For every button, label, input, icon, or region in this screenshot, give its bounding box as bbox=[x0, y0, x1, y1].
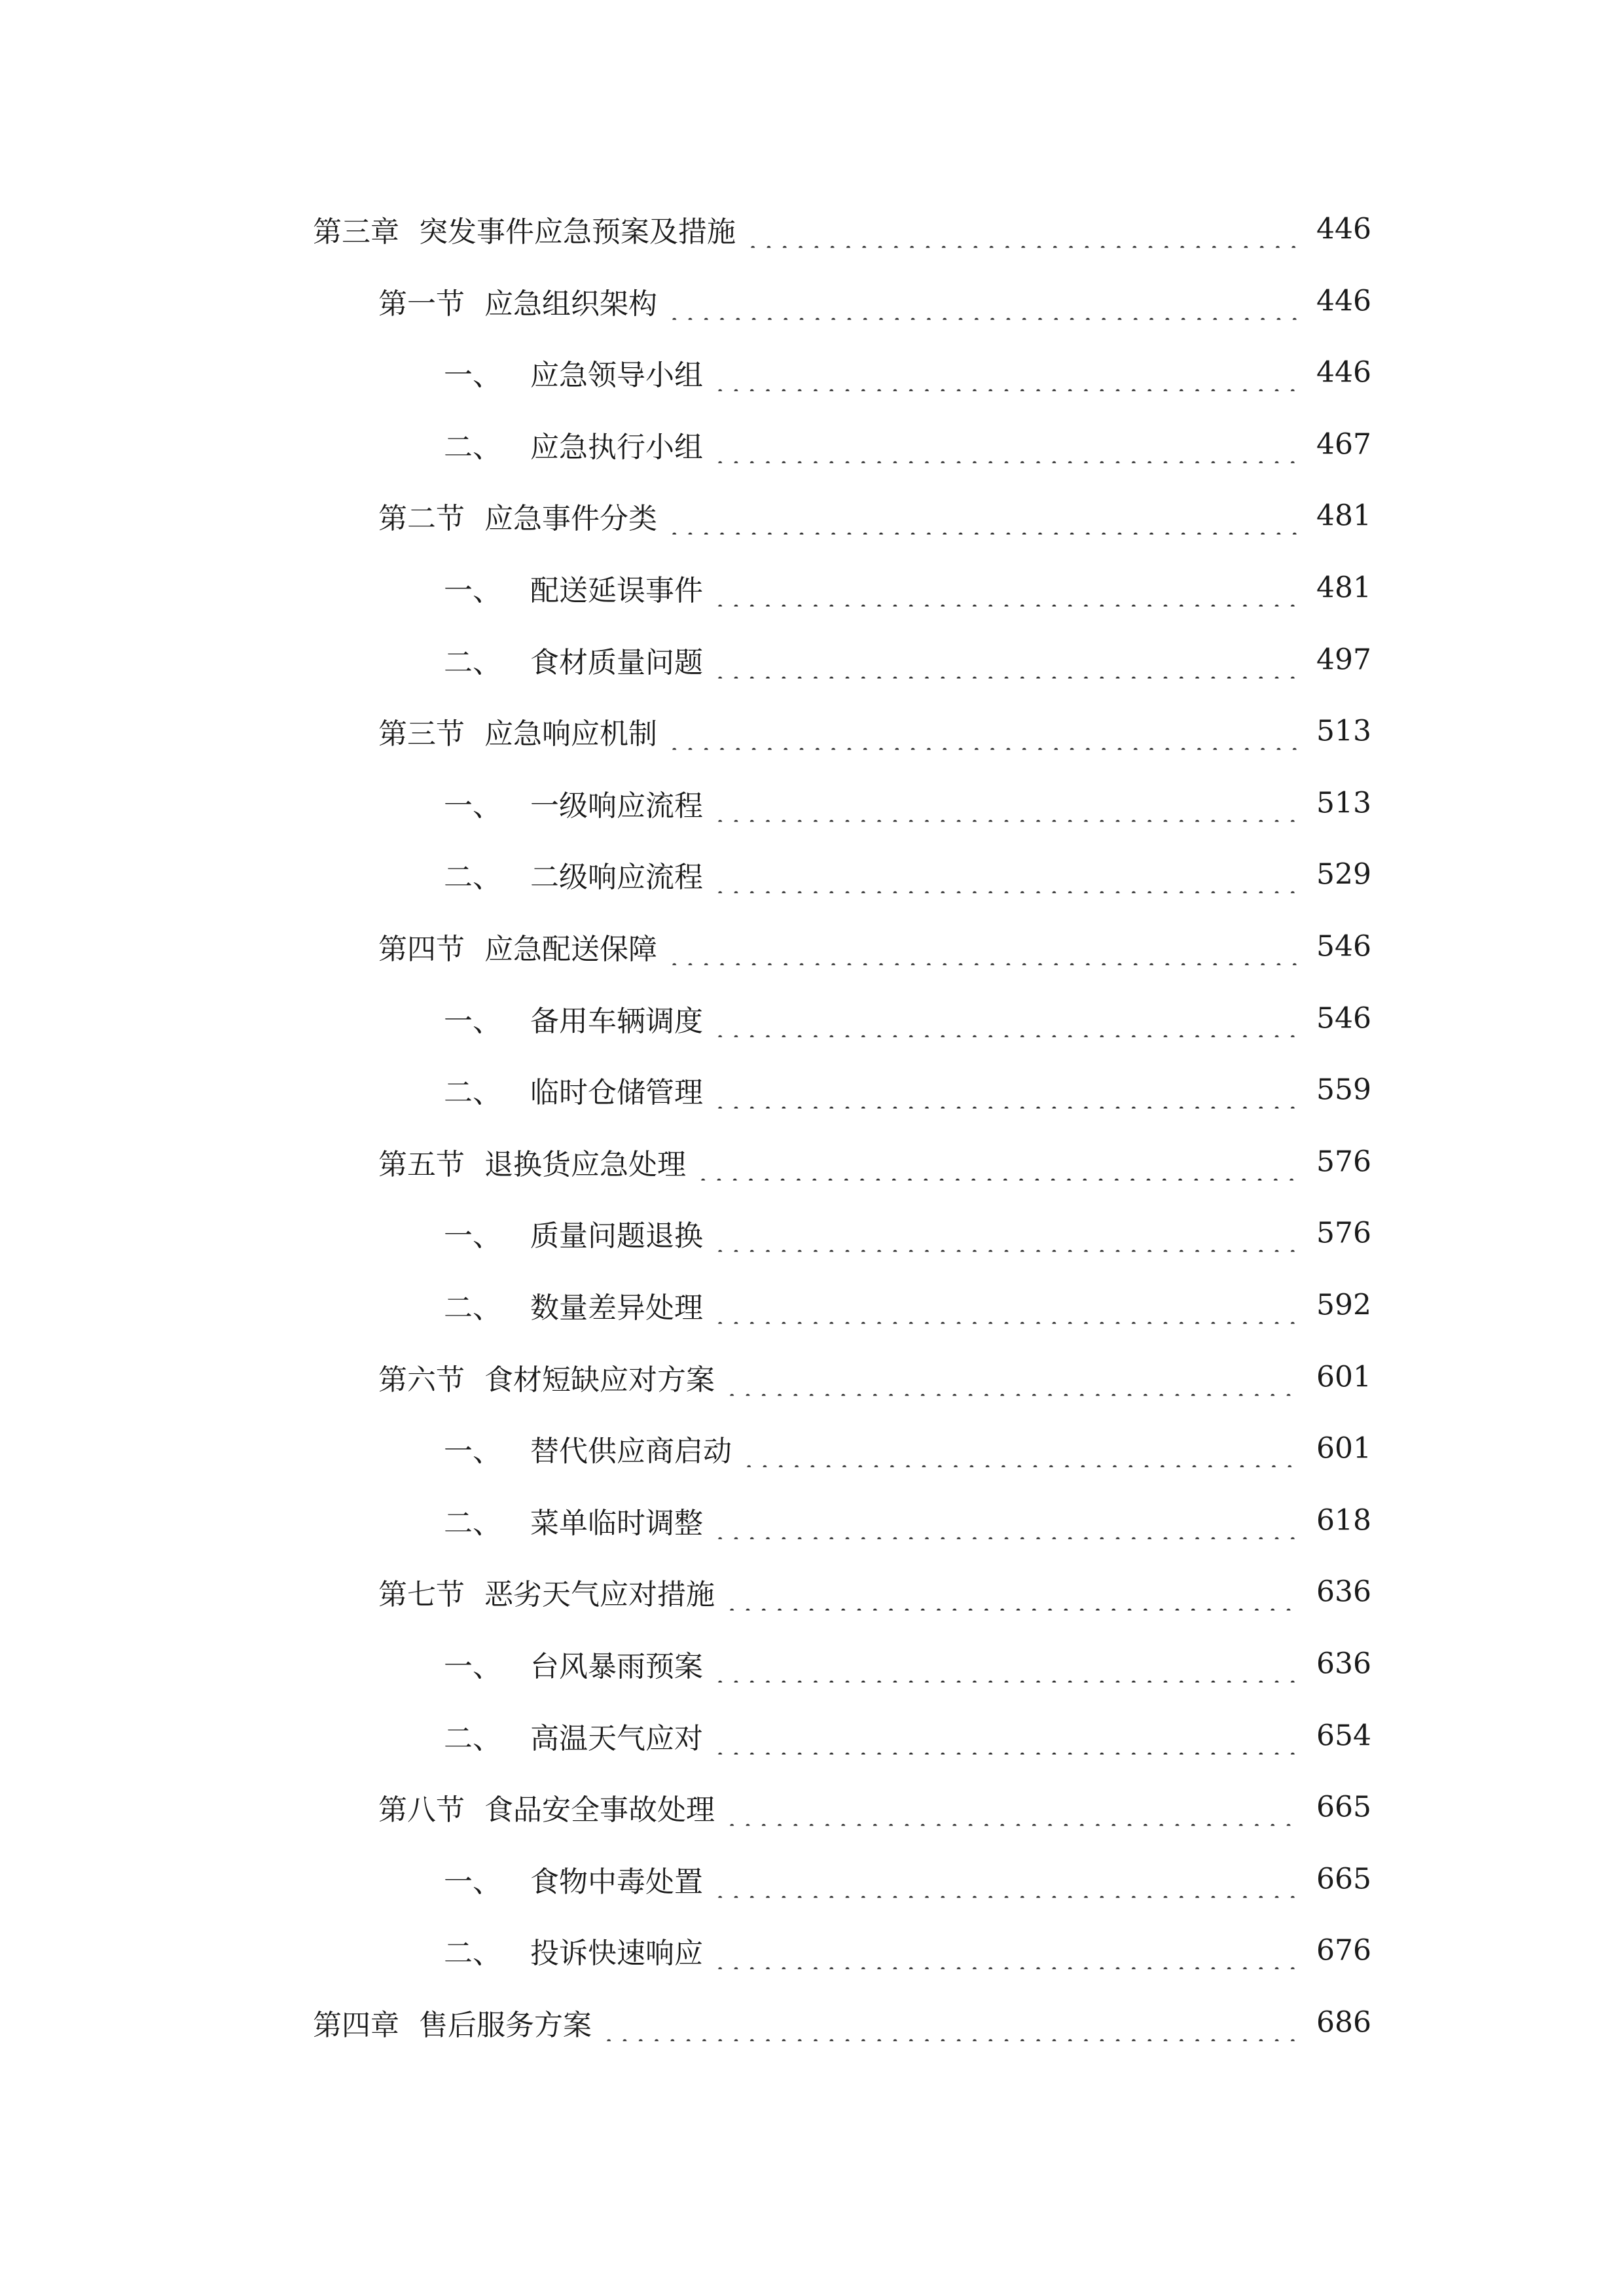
toc-entry-number: 二、 bbox=[444, 1721, 501, 1755]
toc-entry-number: 第三节 bbox=[378, 717, 465, 751]
toc-entry-label bbox=[444, 1929, 703, 1971]
toc-entry-title: 食品安全事故处理 bbox=[484, 1793, 715, 1827]
toc-entry-page: 513 bbox=[1316, 714, 1371, 748]
toc-entry[interactable] bbox=[0, 995, 1624, 1042]
toc-entry-number: 第七节 bbox=[378, 1578, 465, 1612]
toc-entry-label bbox=[444, 1427, 732, 1469]
toc-entry-label bbox=[313, 2001, 592, 2043]
toc-entry-page: 467 bbox=[1316, 427, 1371, 461]
toc-entry-title: 高温天气应对 bbox=[530, 1721, 703, 1755]
toc-entry-number: 二、 bbox=[444, 430, 501, 464]
toc-entry-title: 食材短缺应对方案 bbox=[484, 1363, 715, 1397]
toc-entry-page: 497 bbox=[1316, 643, 1371, 677]
toc-entry[interactable] bbox=[0, 1354, 1624, 1401]
toc-entry-number: 第八节 bbox=[378, 1793, 465, 1827]
toc-entry-label bbox=[444, 1715, 703, 1757]
toc-leader-dots bbox=[666, 937, 1297, 965]
toc-entry[interactable] bbox=[0, 564, 1624, 611]
toc-entry-page: 676 bbox=[1316, 1933, 1371, 1967]
toc-entry-title: 突发事件应急预案及措施 bbox=[419, 215, 736, 249]
toc-entry-page: 576 bbox=[1316, 1145, 1371, 1179]
toc-leader-dots bbox=[712, 1223, 1297, 1252]
toc-leader-dots bbox=[695, 1151, 1297, 1180]
toc-entry-label bbox=[313, 208, 736, 250]
toc-entry-page: 601 bbox=[1316, 1360, 1371, 1394]
toc-entry-title: 替代供应商启动 bbox=[530, 1435, 732, 1469]
toc-entry-page: 636 bbox=[1316, 1647, 1371, 1681]
toc-entry-title: 应急执行小组 bbox=[530, 430, 703, 464]
toc-entry[interactable] bbox=[0, 1927, 1624, 1974]
toc-leader-dots bbox=[712, 578, 1297, 607]
toc-entry[interactable] bbox=[0, 1497, 1624, 1544]
toc-entry-label bbox=[444, 1284, 703, 1326]
toc-entry[interactable] bbox=[0, 1640, 1624, 1687]
toc-leader-dots bbox=[712, 649, 1297, 678]
toc-entry-number: 二、 bbox=[444, 861, 501, 895]
toc-entry-number: 第二节 bbox=[378, 502, 465, 536]
toc-entry-label bbox=[378, 925, 657, 967]
toc-leader-dots bbox=[724, 1367, 1297, 1395]
toc-entry-page: 446 bbox=[1316, 212, 1371, 246]
toc-entry-page: 513 bbox=[1316, 786, 1371, 820]
toc-entry-number: 二、 bbox=[444, 645, 501, 679]
toc-entry-title: 应急响应机制 bbox=[484, 717, 657, 751]
toc-leader-dots bbox=[712, 1654, 1297, 1683]
toc-entry-page: 601 bbox=[1316, 1431, 1371, 1465]
toc-entry-label bbox=[444, 351, 703, 393]
toc-leader-dots bbox=[601, 2013, 1297, 2041]
toc-entry[interactable] bbox=[0, 1210, 1624, 1257]
toc-entry-label bbox=[444, 423, 703, 465]
toc-entry-label bbox=[378, 495, 657, 537]
toc-entry-number: 二、 bbox=[444, 1291, 501, 1325]
toc-entry[interactable] bbox=[0, 1856, 1624, 1903]
toc-entry-page: 481 bbox=[1316, 499, 1371, 533]
toc-entry-number: 一、 bbox=[444, 574, 501, 607]
toc-entry-label bbox=[444, 1858, 703, 1900]
toc-entry-label bbox=[444, 1069, 703, 1111]
toc-entry-number: 一、 bbox=[444, 1865, 501, 1899]
toc-entry-page: 446 bbox=[1316, 284, 1371, 318]
toc-entry[interactable] bbox=[0, 492, 1624, 539]
toc-entry-number: 一、 bbox=[444, 789, 501, 823]
toc-leader-dots bbox=[666, 291, 1297, 319]
toc-entry[interactable] bbox=[0, 923, 1624, 970]
toc-entry[interactable] bbox=[0, 1784, 1624, 1831]
toc-entry[interactable] bbox=[0, 1425, 1624, 1472]
toc-entry[interactable] bbox=[0, 1568, 1624, 1615]
toc-entry-number: 第三章 bbox=[313, 215, 399, 249]
toc-entry-label bbox=[378, 710, 657, 752]
toc-leader-dots bbox=[712, 1008, 1297, 1037]
toc-entry[interactable] bbox=[0, 1712, 1624, 1759]
toc-entry-page: 654 bbox=[1316, 1719, 1371, 1753]
toc-entry[interactable] bbox=[0, 780, 1624, 827]
toc-entry-label bbox=[444, 1212, 703, 1254]
toc-entry-page: 686 bbox=[1316, 2005, 1371, 2039]
toc-entry-title: 应急事件分类 bbox=[484, 502, 657, 536]
toc-entry-label bbox=[444, 567, 703, 609]
toc-entry-label bbox=[444, 853, 703, 895]
toc-entry[interactable] bbox=[0, 636, 1624, 683]
toc-entry-page: 665 bbox=[1316, 1862, 1371, 1896]
toc-entry-title: 应急领导小组 bbox=[530, 359, 703, 393]
toc-entry-page: 636 bbox=[1316, 1575, 1371, 1609]
toc-entry-number: 第四节 bbox=[378, 933, 465, 966]
toc-entry[interactable] bbox=[0, 421, 1624, 468]
toc-leader-dots bbox=[712, 1295, 1297, 1324]
toc-leader-dots bbox=[712, 793, 1297, 821]
toc-leader-dots bbox=[712, 865, 1297, 893]
toc-entry-page: 546 bbox=[1316, 929, 1371, 963]
toc-entry[interactable] bbox=[0, 1282, 1624, 1329]
toc-entry-title: 恶劣天气应对措施 bbox=[484, 1578, 715, 1612]
toc-entry-title: 食材质量问题 bbox=[530, 645, 703, 679]
toc-entry-number: 一、 bbox=[444, 1650, 501, 1683]
toc-entry-number: 二、 bbox=[444, 1937, 501, 1971]
toc-entry-title: 质量问题退换 bbox=[530, 1219, 703, 1253]
toc-entry-number: 一、 bbox=[444, 1004, 501, 1038]
toc-entry-title: 售后服务方案 bbox=[419, 2009, 592, 2042]
toc-entry-page: 592 bbox=[1316, 1288, 1371, 1322]
toc-entry-label bbox=[378, 280, 657, 322]
toc-entry[interactable] bbox=[0, 1066, 1624, 1113]
toc-entry-number: 一、 bbox=[444, 1219, 501, 1253]
toc-leader-dots bbox=[724, 1797, 1297, 1826]
toc-entry[interactable] bbox=[0, 278, 1624, 325]
toc-entry-page: 546 bbox=[1316, 1001, 1371, 1035]
toc-leader-dots bbox=[712, 1510, 1297, 1539]
toc-entry-label bbox=[444, 997, 703, 1039]
toc-entry-number: 第一节 bbox=[378, 287, 465, 321]
toc-leader-dots bbox=[712, 1869, 1297, 1897]
toc-entry-title: 食物中毒处置 bbox=[530, 1865, 703, 1899]
toc-entry-title: 临时仓储管理 bbox=[530, 1076, 703, 1110]
toc-entry[interactable] bbox=[0, 349, 1624, 396]
toc-entry-page: 665 bbox=[1316, 1790, 1371, 1824]
toc-entry-number: 第五节 bbox=[378, 1147, 465, 1181]
toc-entry-title: 数量差异处理 bbox=[530, 1291, 703, 1325]
toc-entry-title: 配送延误事件 bbox=[530, 574, 703, 607]
toc-entry-number: 一、 bbox=[444, 1435, 501, 1469]
toc-entry-label bbox=[378, 1786, 715, 1828]
toc-entry-page: 559 bbox=[1316, 1073, 1371, 1107]
toc-entry-label bbox=[444, 639, 703, 681]
toc-entry-title: 菜单临时调整 bbox=[530, 1506, 703, 1540]
toc-entry-title: 应急配送保障 bbox=[484, 933, 657, 966]
toc-entry-page: 446 bbox=[1316, 355, 1371, 389]
toc-leader-dots bbox=[712, 363, 1297, 391]
toc-leader-dots bbox=[666, 506, 1297, 535]
toc-leader-dots bbox=[724, 1582, 1297, 1611]
toc-entry-title: 二级响应流程 bbox=[530, 861, 703, 895]
toc-entry-page: 618 bbox=[1316, 1503, 1371, 1537]
toc-entry-page: 529 bbox=[1316, 857, 1371, 891]
toc-entry-label bbox=[444, 1643, 703, 1685]
toc-entry-title: 投诉快速响应 bbox=[530, 1937, 703, 1971]
toc-leader-dots bbox=[745, 219, 1297, 248]
toc-entry-title: 应急组织架构 bbox=[484, 287, 657, 321]
toc-leader-dots bbox=[712, 1941, 1297, 1969]
toc-entry-number: 二、 bbox=[444, 1506, 501, 1540]
toc-entry-label bbox=[378, 1571, 715, 1613]
toc-entry-number: 第六节 bbox=[378, 1363, 465, 1397]
toc-entry-number: 二、 bbox=[444, 1076, 501, 1110]
toc-entry-title: 备用车辆调度 bbox=[530, 1004, 703, 1038]
toc-entry-title: 台风暴雨预案 bbox=[530, 1650, 703, 1683]
toc-entry-label bbox=[378, 1356, 715, 1398]
toc-leader-dots bbox=[741, 1439, 1297, 1467]
toc-leader-dots bbox=[666, 721, 1297, 750]
toc-entry[interactable] bbox=[0, 708, 1624, 755]
toc-entry-label bbox=[444, 1499, 703, 1541]
toc-entry[interactable] bbox=[0, 1138, 1624, 1185]
toc-entry-title: 一级响应流程 bbox=[530, 789, 703, 823]
toc-entry-page: 576 bbox=[1316, 1216, 1371, 1250]
toc-leader-dots bbox=[712, 1080, 1297, 1109]
toc-entry-number: 一、 bbox=[444, 359, 501, 393]
toc-entry[interactable] bbox=[0, 851, 1624, 898]
toc-entry-number: 第四章 bbox=[313, 2009, 399, 2042]
toc-entry-page: 481 bbox=[1316, 571, 1371, 605]
toc-entry[interactable] bbox=[0, 1999, 1624, 2046]
toc-leader-dots bbox=[712, 434, 1297, 463]
toc-entry[interactable] bbox=[0, 206, 1624, 253]
toc-entry-title: 退换货应急处理 bbox=[484, 1147, 686, 1181]
toc-entry-label bbox=[444, 782, 703, 824]
toc-leader-dots bbox=[712, 1725, 1297, 1754]
toc-entry-label bbox=[378, 1141, 686, 1183]
